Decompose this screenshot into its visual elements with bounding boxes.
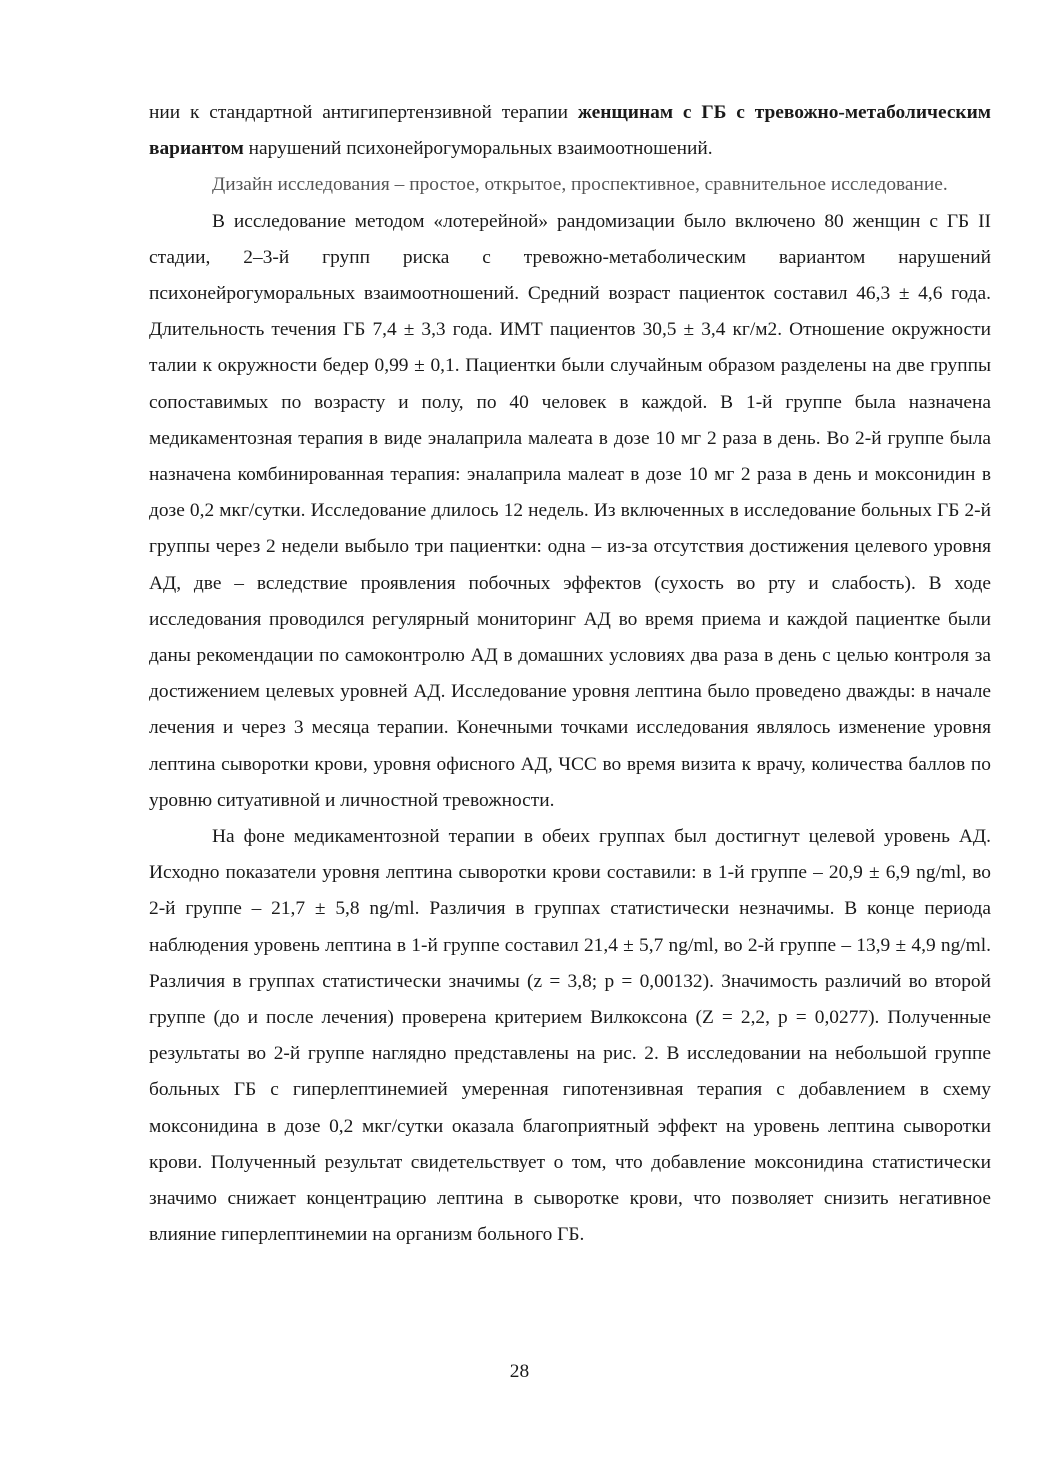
paragraph-1-text-start: нии к стандартной антигипертензивной терапии — [149, 102, 578, 123]
document-body — [149, 95, 991, 1254]
paragraph-1 — [149, 95, 991, 167]
paragraph-1-bold-text: женщинам с ГБ с тревожно-метаболическим вариантом — [149, 102, 991, 160]
paragraph-4: На фоне медикаментозной терапии в обеих группах был достигнут целевой уровень АД. Исходно показатели уровня лептина сыворотки крови составили: в 1-й группе – 20,9 ± 6,9 ng/ml, во 2-й группе – 21,7 ± 5,8 ng/ml. Различия в группах статистически незначимы. В конце периода наблюдения уровень лептина в 1-й группе составил 21,4 ± 5,7 ng/ml, во 2-й группе – 13,9 ± 4,9 ng/ml. Различия в группах статистически значимы (z = 3,8; p = 0,00132). Значимость различий во второй группе (до и после лечения) проверена критерием Вилкоксона (Z = 2,2, p = 0,0277). Полученные результаты во 2-й группе наглядно представлены на рис. 2. В исследовании на небольшой группе больных ГБ с гиперлептинемией умеренная гипотензивная терапия с добавлением в схему моксонидина в дозе 0,2 мкг/сутки оказала благоприятный эффект на уровень лептина сыворотки крови. Полученный результат свидетельствует о том, что добавление моксонидина статистически значимо снижает концентрацию лептина в сыворотке крови, что позволяет снизить негативное влияние гиперлептинемии на организм больного ГБ. — [149, 826, 991, 1246]
paragraph-3: В исследование методом «лотерейной» рандомизации было включено 80 женщин с ГБ II стадии, 2–3-й групп риска с тревожно-метаболическим вариантом нарушений психонейрогуморальных взаимоотношений. Средний возраст пациенток составил 46,3 ± 4,6 года. Длительность течения ГБ 7,4 ± 3,3 года. ИМТ пациентов 30,5 ± 3,4 кг/м2. Отношение окружности талии к окружности бедер 0,99 ± 0,1. Пациентки были случайным образом разделены на две группы сопоставимых по возрасту и полу, по 40 человек в каждой. В 1-й группе была назначена медикаментозная терапия в виде эналаприла малеата в дозе 10 мг 2 раза в день. Во 2-й группе была назначена комбинированная терапия: эналаприла малеат в дозе 10 мг 2 раза в день и моксонидин в дозе 0,2 мкг/сутки. Исследование длилось 12 недель. Из включенных в исследование больных ГБ 2-й группы через 2 недели выбыло три пациентки: одна – из-за отсутствия достижения целевого уровня АД, две – вследствие проявления побочных эффектов (сухость во рту и слабость). В ходе исследования проводился регулярный мониторинг АД во время приема и каждой пациентке были даны рекомендации по самоконтролю АД в домашних условиях два раза в день с целью контроля за достижением целевых уровней АД. Исследование уровня лептина было проведено дважды: в начале лечения и через 3 месяца терапии. Конечными точками исследования являлось изменение уровня лептина сыворотки крови, уровня офисного АД, ЧСС во время визита к врачу, количества баллов по уровню ситуативной и личностной тревожности. — [149, 210, 991, 811]
paragraph-1-text-end: нарушений психонейрогуморальных взаимоотношений. — [243, 138, 713, 160]
page-number: 28 — [509, 1361, 530, 1382]
paragraph-2: Дизайн исследования – простое, открытое, проспективное, сравнительное исследование. — [212, 174, 948, 196]
